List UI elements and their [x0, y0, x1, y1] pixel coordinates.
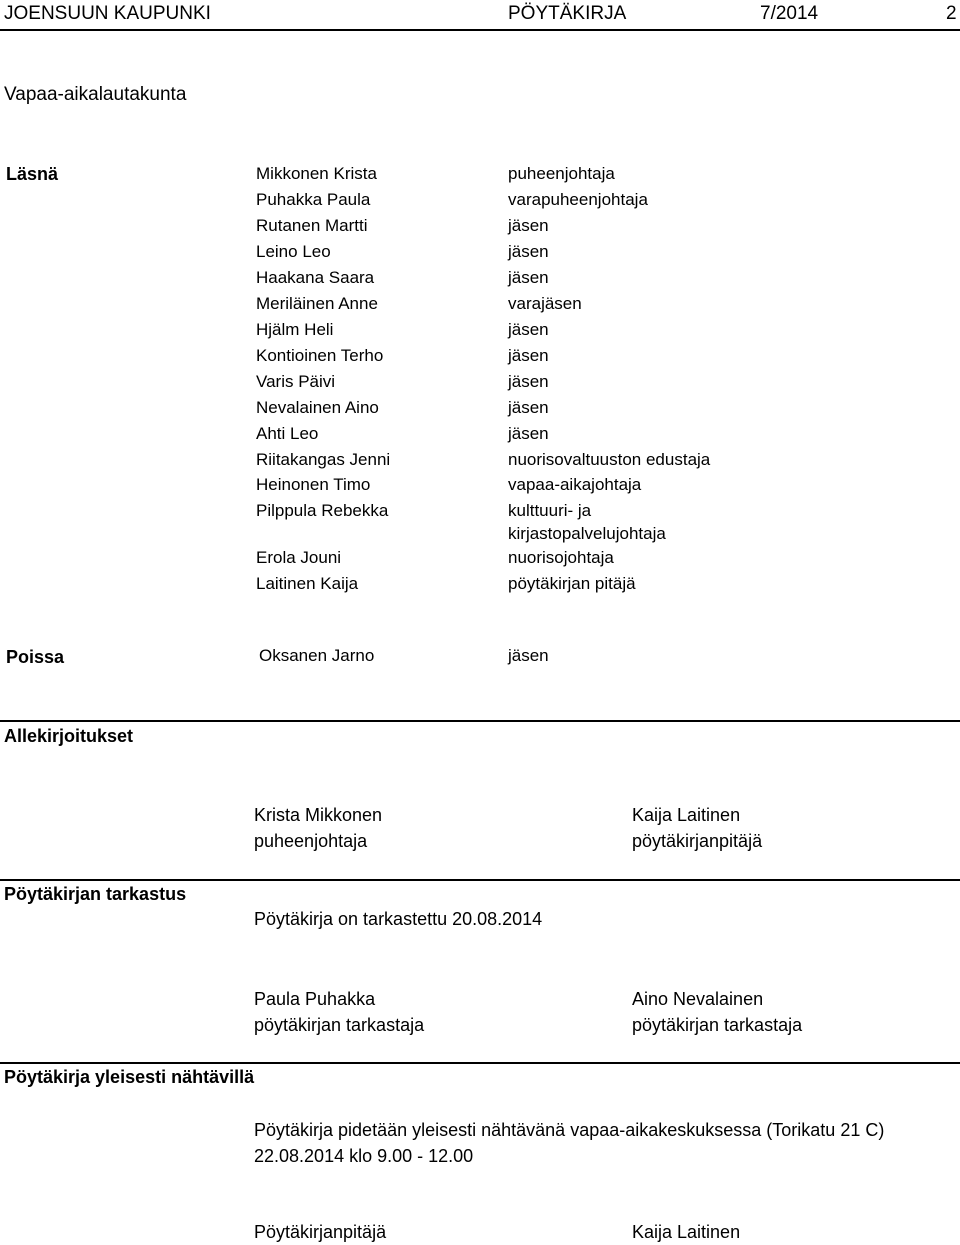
member-name: Erola Jouni [256, 548, 342, 567]
member-name: Meriläinen Anne [256, 294, 378, 313]
signatures-divider [0, 720, 960, 722]
reviewer-2-role: pöytäkirjan tarkastaja [632, 1015, 803, 1035]
public-notice-line-2: 22.08.2014 klo 9.00 - 12.00 [254, 1146, 474, 1166]
header-divider [0, 29, 960, 31]
present-label: Läsnä [6, 164, 59, 184]
member-name: Haakana Saara [256, 268, 375, 287]
member-name: Puhakka Paula [256, 190, 371, 209]
member-name: Mikkonen Krista [256, 164, 377, 183]
chair-role: puheenjohtaja [254, 831, 368, 851]
member-role: jäsen [508, 216, 549, 235]
member-name: Pilppula Rebekka [256, 501, 389, 520]
member-role: nuorisovaltuuston edustaja [508, 450, 711, 469]
public-notice-line-1: Pöytäkirja pidetään yleisesti nähtävänä vapaa-aikakeskuksessa (Torikatu 21 C) [254, 1120, 885, 1140]
member-role: jäsen [508, 320, 549, 339]
member-name: Leino Leo [256, 242, 331, 261]
member-name: Hjälm Heli [256, 320, 334, 339]
document-number: 7/2014 [760, 3, 819, 24]
public-label: Pöytäkirja yleisesti nähtävillä [4, 1067, 255, 1087]
signatures-label: Allekirjoitukset [4, 726, 134, 746]
reviewer-1-name: Paula Puhakka [254, 989, 376, 1009]
signer-title: Pöytäkirjanpitäjä [254, 1222, 387, 1242]
review-label: Pöytäkirjan tarkastus [4, 884, 187, 904]
signer-name: Kaija Laitinen [632, 1222, 741, 1242]
member-role: puheenjohtaja [508, 164, 615, 183]
committee-name: Vapaa-aikalautakunta [4, 84, 187, 105]
review-statement: Pöytäkirja on tarkastettu 20.08.2014 [254, 909, 543, 929]
secretary-role: pöytäkirjanpitäjä [632, 831, 763, 851]
member-role: jäsen [508, 372, 549, 391]
member-role: varapuheenjohtaja [508, 190, 648, 209]
member-name: Riitakangas Jenni [256, 450, 391, 469]
member-role: jäsen [508, 242, 549, 261]
document-type: PÖYTÄKIRJA [508, 3, 627, 24]
review-divider [0, 879, 960, 881]
member-role: pöytäkirjan pitäjä [508, 574, 636, 593]
member-name: Nevalainen Aino [256, 398, 379, 417]
member-name: Kontioinen Terho [256, 346, 384, 365]
reviewer-2-name: Aino Nevalainen [632, 989, 764, 1009]
member-role: jäsen [508, 398, 549, 417]
member-name: Laitinen Kaija [256, 574, 359, 593]
chair-signature [254, 802, 382, 854]
member-role: jäsen [508, 424, 549, 443]
reviewer-1-role: pöytäkirjan tarkastaja [254, 1015, 425, 1035]
member-name: Rutanen Martti [256, 216, 368, 235]
secretary-signature [632, 802, 762, 854]
member-name: Heinonen Timo [256, 475, 371, 494]
absent-member-role: jäsen [508, 646, 549, 665]
member-name: Varis Päivi [256, 372, 336, 391]
org-name: JOENSUUN KAUPUNKI [4, 3, 211, 24]
public-notice [254, 1117, 884, 1169]
reviewer-1-signature [254, 986, 424, 1038]
public-divider [0, 1062, 960, 1064]
member-role: jäsen [508, 346, 549, 365]
page-number: 2 [946, 3, 957, 24]
absent-label: Poissa [6, 647, 65, 667]
member-role: varajäsen [508, 294, 582, 313]
member-role: kulttuuri- ja [508, 501, 592, 520]
reviewer-2-signature [632, 986, 802, 1038]
member-role: nuorisojohtaja [508, 548, 614, 567]
member-role: vapaa-aikajohtaja [508, 475, 642, 494]
member-role: jäsen [508, 268, 549, 287]
absent-member-name: Oksanen Jarno [259, 646, 375, 665]
secretary-name: Kaija Laitinen [632, 805, 741, 825]
chair-name: Krista Mikkonen [254, 805, 383, 825]
member-name: Ahti Leo [256, 424, 319, 443]
member-role: kirjastopalvelujohtaja [508, 524, 666, 543]
